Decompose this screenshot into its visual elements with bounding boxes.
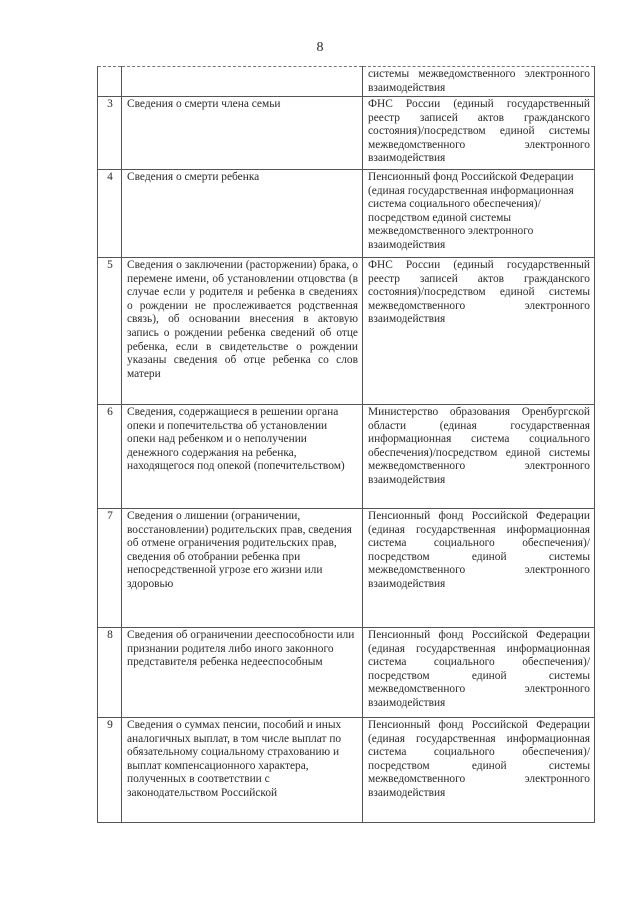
table-row — [98, 170, 595, 258]
table-row — [98, 628, 595, 718]
info-cell: Сведения об ограничении дееспособности или признании родителя либо иного законного представителя ребенка недееспособным — [122, 628, 363, 718]
row-number: 8 — [98, 628, 122, 718]
table-row — [98, 258, 595, 405]
row-number: 5 — [98, 258, 122, 405]
row-number: 4 — [98, 170, 122, 258]
table-row — [98, 97, 595, 170]
source-cell: Пенсионный фонд Российской Федерации (единая государственная информационная система социального обеспечения)/посредством единой системы межведомственного электронного взаимодействия — [363, 509, 595, 628]
row-number — [98, 67, 122, 97]
source-cell: ФНС России (единый государственный реестр записей актов гражданского состояния)/посредством единой системы межведомственного электронного взаимодействия — [363, 97, 595, 170]
info-cell — [122, 67, 363, 97]
source-cell: Министерство образования Оренбургской области (единая государственная информационная система социального обеспечения)/посредством единой системы межведомственного электронного взаимодействия — [363, 405, 595, 509]
info-cell: Сведения о заключении (расторжении) брака, о перемене имени, об установлении отцовства (в случае если у родителя и ребенка в сведениях о рождении не прослеживается родственная связь), об основании внесения в актовую запись о рождении ребенка сведений об отце ребенка, если в свидетельстве о рождении указаны сведения об отце ребенка со слов матери — [122, 258, 363, 405]
row-number: 6 — [98, 405, 122, 509]
table-row — [98, 509, 595, 628]
table-row — [98, 67, 595, 97]
source-cell: системы межведомственного электронного взаимодействия — [363, 67, 595, 97]
page-number: 8 — [316, 40, 324, 55]
source-cell: Пенсионный фонд Российской Федерации (единая государственная информационная система социального обеспечения)/посредством единой системы межведомственного электронного взаимодействия — [363, 628, 595, 718]
info-cell: Сведения о смерти ребенка — [122, 170, 363, 258]
services-table — [97, 66, 595, 823]
source-cell: Пенсионный фонд Российской Федерации (единая государственная информационная система социального обеспечения)/посредством единой системы межведомственного электронного взаимодействия — [363, 718, 595, 823]
source-cell: Пенсионный фонд Российской Федерации (единая государственная информационная система социального обеспечения)/посредством единой системы межведомственного электронного взаимодействия — [363, 170, 595, 258]
info-cell: Сведения о смерти члена семьи — [122, 97, 363, 170]
info-cell: Сведения, содержащиеся в решении органа опеки и попечительства об установлении опеки над ребенком и о неполучении денежного содержания на ребенка, находящегося под опекой (попечительством) — [122, 405, 363, 509]
row-number: 3 — [98, 97, 122, 170]
table-row — [98, 718, 595, 823]
row-number: 9 — [98, 718, 122, 823]
info-cell: Сведения о суммах пенсии, пособий и иных аналогичных выплат, в том числе выплат по обязательному социальному страхованию и выплат компенсационного характера, полученных в соответствии с законодательством Российской — [122, 718, 363, 823]
info-cell: Сведения о лишении (ограничении, восстановлении) родительских прав, сведения об отмене ограничения родительских прав, сведения об отобрании ребенка при непосредственной угрозе его жизни или здоровью — [122, 509, 363, 628]
row-number: 7 — [98, 509, 122, 628]
table-row — [98, 405, 595, 509]
source-cell: ФНС России (единый государственный реестр записей актов гражданского состояния)/посредством единой системы межведомственного электронного взаимодействия — [363, 258, 595, 405]
